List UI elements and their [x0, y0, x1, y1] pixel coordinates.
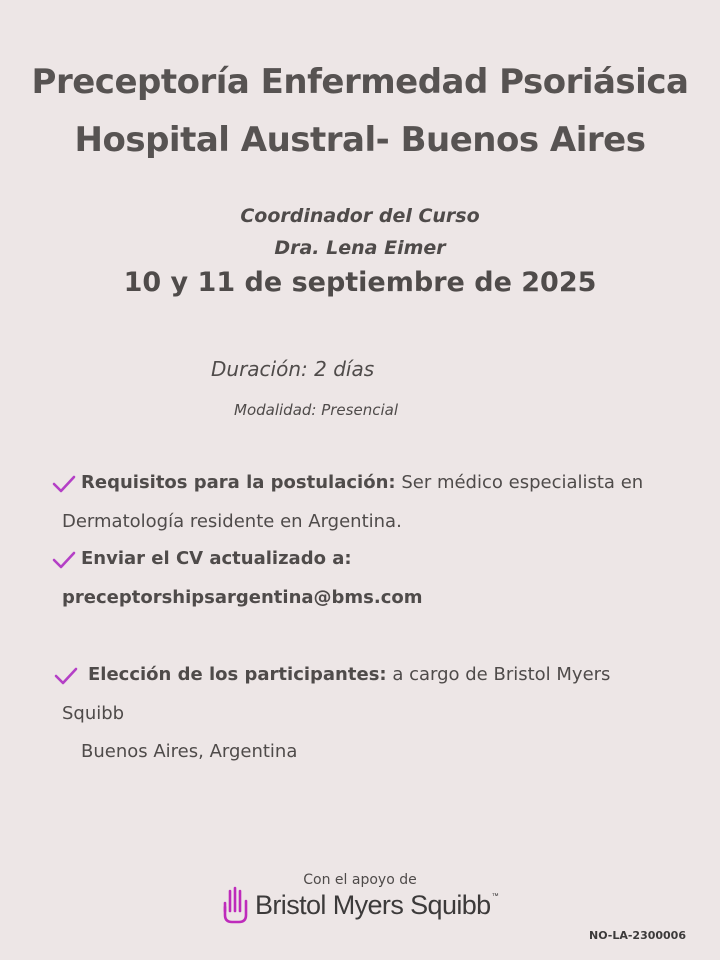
requirements-text-continued: Dermatología residente en Argentina.: [62, 511, 402, 532]
support-label: Con el apoyo de: [303, 872, 417, 888]
checkmark-icon: [52, 474, 76, 494]
selection-label: Elección de los participantes:: [88, 664, 387, 685]
page-title-line-2: Hospital Austral- Buenos Aires: [74, 120, 646, 160]
requirements-item: [81, 472, 643, 493]
requirements-text: Ser médico especialista en: [395, 472, 644, 493]
course-duration: Duración: 2 días: [211, 357, 375, 381]
bms-hand-icon: [221, 885, 249, 925]
selection-text-continued: Squibb: [62, 703, 125, 724]
course-location: Buenos Aires, Argentina: [81, 741, 298, 762]
bms-wordmark: Bristol Myers Squibb: [255, 889, 491, 920]
selection-item: [88, 664, 610, 685]
page-title-line-1: Preceptoría Enfermedad Psoriásica: [31, 62, 689, 102]
checkmark-icon: [52, 550, 76, 570]
course-modality: Modalidad: Presencial: [234, 401, 398, 419]
cv-item: [81, 548, 352, 569]
checkmark-icon: [54, 666, 78, 686]
bms-logo: [221, 885, 499, 925]
cv-email[interactable]: preceptorshipsargentina@bms.com: [62, 587, 423, 608]
trademark-symbol: ™: [491, 893, 499, 900]
cv-label: Enviar el CV actualizado a:: [81, 548, 352, 569]
selection-text: a cargo de Bristol Myers: [386, 664, 611, 685]
requirements-label: Requisitos para la postulación:: [81, 472, 396, 493]
document-code: NO-LA-2300006: [589, 929, 686, 942]
coordinator-label: Coordinador del Curso: [240, 205, 480, 227]
coordinator-name: Dra. Lena Eimer: [274, 237, 446, 259]
course-date: 10 y 11 de septiembre de 2025: [123, 267, 597, 298]
